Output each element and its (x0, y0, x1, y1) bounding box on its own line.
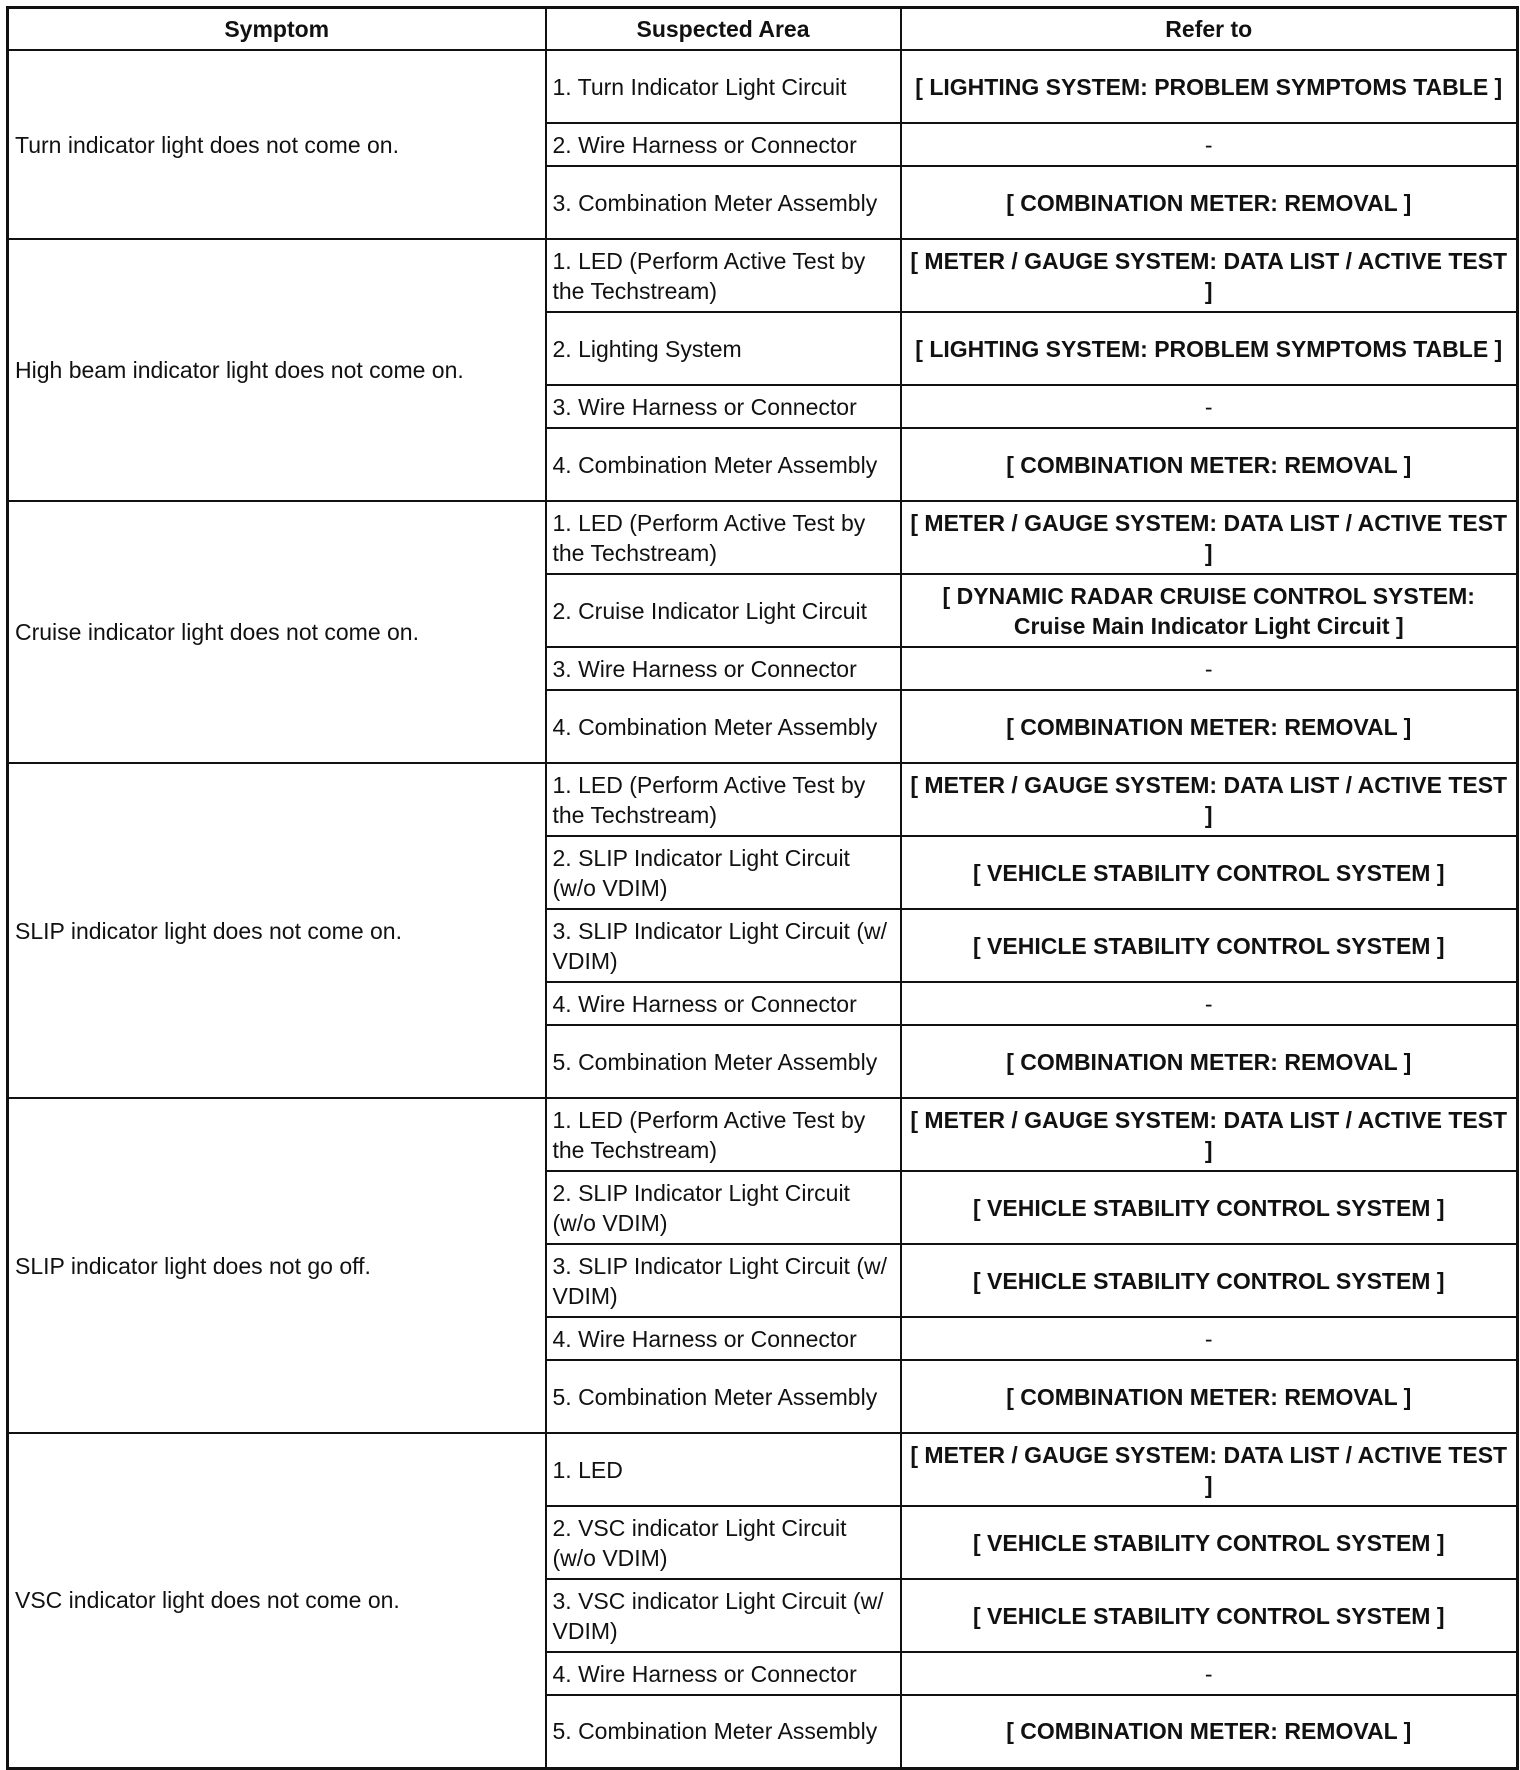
refer-to-cell: [ METER / GAUGE SYSTEM: DATA LIST / ACTIVE TEST ] (901, 763, 1518, 836)
table-header-row (8, 8, 1518, 51)
suspected-area-cell: 5. Combination Meter Assembly (546, 1695, 901, 1768)
suspected-area-cell: 1. LED (Perform Active Test by the Techstream) (546, 501, 901, 574)
suspected-area-cell: 4. Wire Harness or Connector (546, 982, 901, 1025)
refer-to-cell: [ COMBINATION METER: REMOVAL ] (901, 166, 1518, 239)
suspected-area-cell: 4. Wire Harness or Connector (546, 1317, 901, 1360)
suspected-area-cell: 2. SLIP Indicator Light Circuit (w/o VDIM) (546, 836, 901, 909)
symptom-cell: SLIP indicator light does not go off. (8, 1098, 546, 1433)
symptom-cell: VSC indicator light does not come on. (8, 1433, 546, 1768)
refer-to-cell: [ VEHICLE STABILITY CONTROL SYSTEM ] (901, 836, 1518, 909)
suspected-area-cell: 3. Wire Harness or Connector (546, 647, 901, 690)
symptom-cell: High beam indicator light does not come on. (8, 239, 546, 501)
refer-to-cell: [ COMBINATION METER: REMOVAL ] (901, 1025, 1518, 1098)
refer-to-cell: - (901, 647, 1518, 690)
suspected-area-cell: 3. Wire Harness or Connector (546, 385, 901, 428)
table-row (8, 763, 1518, 836)
refer-to-cell: [ METER / GAUGE SYSTEM: DATA LIST / ACTIVE TEST ] (901, 1433, 1518, 1506)
suspected-area-cell: 4. Wire Harness or Connector (546, 1652, 901, 1695)
table-row (8, 1098, 1518, 1171)
header-refer-to: Refer to (901, 8, 1518, 51)
suspected-area-cell: 2. Cruise Indicator Light Circuit (546, 574, 901, 647)
refer-to-cell: [ VEHICLE STABILITY CONTROL SYSTEM ] (901, 1244, 1518, 1317)
symptom-cell: Turn indicator light does not come on. (8, 50, 546, 239)
symptom-cell: Cruise indicator light does not come on. (8, 501, 546, 763)
suspected-area-cell: 1. LED (Perform Active Test by the Techstream) (546, 1098, 901, 1171)
table-row (8, 50, 1518, 123)
table-row (8, 239, 1518, 312)
header-symptom: Symptom (8, 8, 546, 51)
suspected-area-cell: 1. LED (546, 1433, 901, 1506)
refer-to-cell: [ METER / GAUGE SYSTEM: DATA LIST / ACTIVE TEST ] (901, 1098, 1518, 1171)
suspected-area-cell: 1. Turn Indicator Light Circuit (546, 50, 901, 123)
suspected-area-cell: 2. Lighting System (546, 312, 901, 385)
refer-to-cell: [ COMBINATION METER: REMOVAL ] (901, 1695, 1518, 1768)
refer-to-cell: [ COMBINATION METER: REMOVAL ] (901, 1360, 1518, 1433)
table-row (8, 1433, 1518, 1506)
header-suspected-area: Suspected Area (546, 8, 901, 51)
refer-to-cell: [ METER / GAUGE SYSTEM: DATA LIST / ACTIVE TEST ] (901, 501, 1518, 574)
suspected-area-cell: 3. SLIP Indicator Light Circuit (w/ VDIM) (546, 1244, 901, 1317)
suspected-area-cell: 5. Combination Meter Assembly (546, 1360, 901, 1433)
refer-to-cell: [ VEHICLE STABILITY CONTROL SYSTEM ] (901, 1579, 1518, 1652)
refer-to-cell: - (901, 123, 1518, 166)
refer-to-cell: - (901, 385, 1518, 428)
refer-to-cell: [ COMBINATION METER: REMOVAL ] (901, 690, 1518, 763)
problem-symptoms-table (6, 6, 1519, 1770)
table-row (8, 501, 1518, 574)
suspected-area-cell: 2. VSC indicator Light Circuit (w/o VDIM) (546, 1506, 901, 1579)
suspected-area-cell: 1. LED (Perform Active Test by the Techstream) (546, 239, 901, 312)
suspected-area-cell: 4. Combination Meter Assembly (546, 690, 901, 763)
suspected-area-cell: 1. LED (Perform Active Test by the Techstream) (546, 763, 901, 836)
refer-to-cell: [ VEHICLE STABILITY CONTROL SYSTEM ] (901, 1171, 1518, 1244)
table-body (8, 50, 1518, 1768)
refer-to-cell: [ VEHICLE STABILITY CONTROL SYSTEM ] (901, 1506, 1518, 1579)
refer-to-cell: [ LIGHTING SYSTEM: PROBLEM SYMPTOMS TABLE ] (901, 50, 1518, 123)
suspected-area-cell: 3. VSC indicator Light Circuit (w/ VDIM) (546, 1579, 901, 1652)
refer-to-cell: - (901, 1317, 1518, 1360)
refer-to-cell: - (901, 1652, 1518, 1695)
refer-to-cell: [ DYNAMIC RADAR CRUISE CONTROL SYSTEM: Cruise Main Indicator Light Circuit ] (901, 574, 1518, 647)
suspected-area-cell: 2. Wire Harness or Connector (546, 123, 901, 166)
problem-symptoms-document (6, 6, 1516, 1760)
refer-to-cell: - (901, 982, 1518, 1025)
suspected-area-cell: 5. Combination Meter Assembly (546, 1025, 901, 1098)
refer-to-cell: [ LIGHTING SYSTEM: PROBLEM SYMPTOMS TABLE ] (901, 312, 1518, 385)
symptom-cell: SLIP indicator light does not come on. (8, 763, 546, 1098)
suspected-area-cell: 2. SLIP Indicator Light Circuit (w/o VDIM) (546, 1171, 901, 1244)
suspected-area-cell: 3. Combination Meter Assembly (546, 166, 901, 239)
suspected-area-cell: 4. Combination Meter Assembly (546, 428, 901, 501)
refer-to-cell: [ COMBINATION METER: REMOVAL ] (901, 428, 1518, 501)
refer-to-cell: [ VEHICLE STABILITY CONTROL SYSTEM ] (901, 909, 1518, 982)
suspected-area-cell: 3. SLIP Indicator Light Circuit (w/ VDIM) (546, 909, 901, 982)
refer-to-cell: [ METER / GAUGE SYSTEM: DATA LIST / ACTIVE TEST ] (901, 239, 1518, 312)
